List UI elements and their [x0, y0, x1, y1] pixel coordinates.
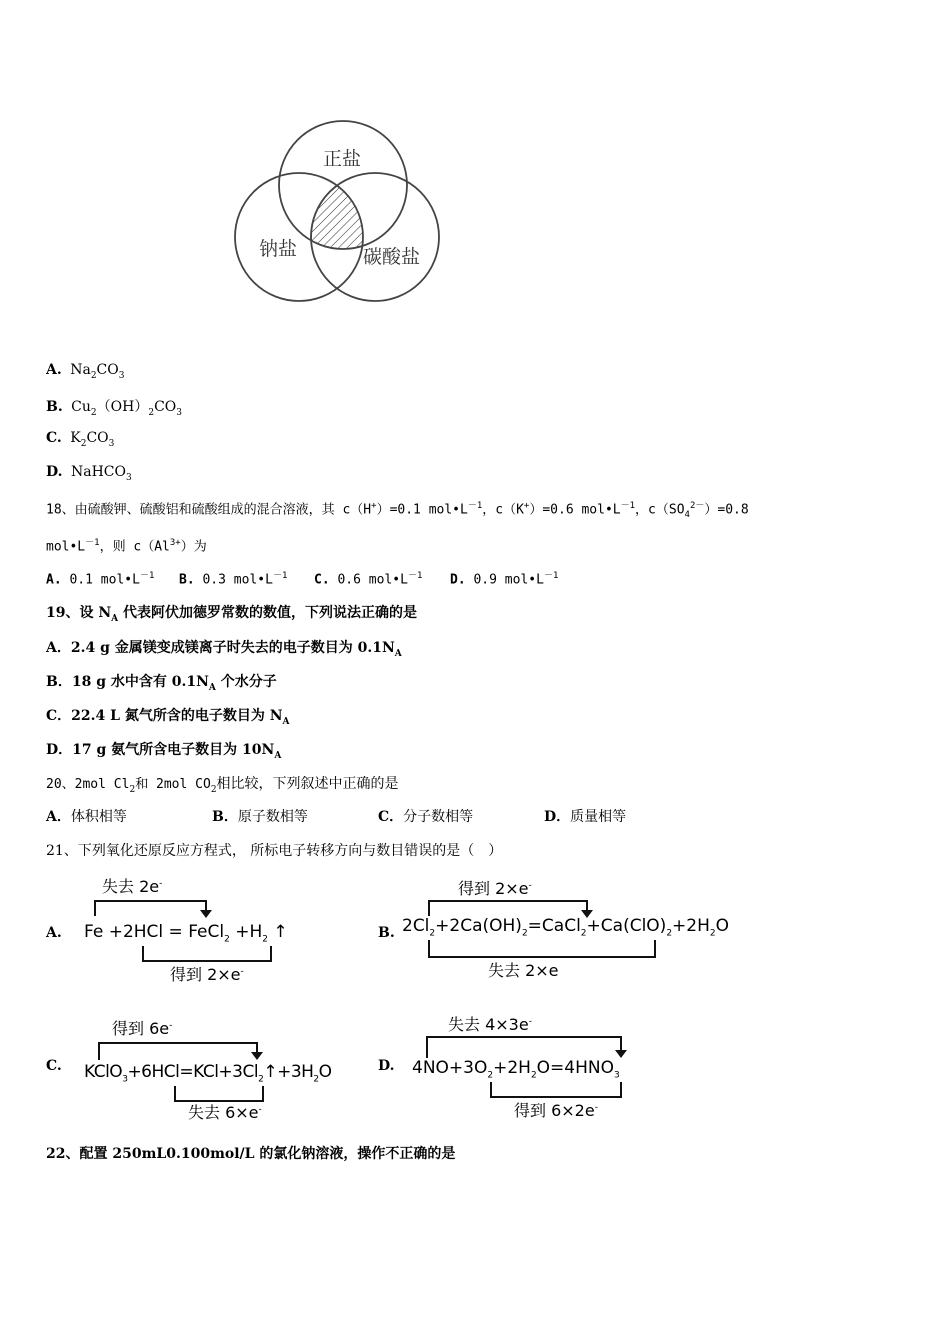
q18-stem-line2: $mol•L^{-1}$，则 $c(Al^{3+})$为 [46, 538, 207, 555]
q18-option-d[interactable]: D. 0.9 $mol•L^{-1}$ [450, 571, 559, 588]
q21-a-bottom-label: 得到 2×e- [170, 965, 244, 984]
q21-d-bottom-label: 得到 6×2e- [514, 1101, 598, 1120]
venn-left-label: 钠盐 [259, 238, 298, 260]
q21-option-b-diagram[interactable] [400, 872, 780, 987]
q21-a-top-label: 失去 2e- [102, 877, 163, 896]
venn-right-label: 碳酸盐 [363, 246, 421, 268]
q21-option-d-diagram[interactable] [400, 1008, 690, 1124]
q21-option-a-diagram[interactable] [82, 872, 332, 987]
q18-options [46, 568, 558, 587]
q19-option-b[interactable]: B．18 g 水中含有 $0.1N_A$ 个水分子 [46, 674, 277, 693]
q21-option-c-letter[interactable]: C. [46, 1058, 62, 1074]
q21-stem: 21、下列氧化还原反应方程式， 所标电子转移方向与数目错误的是（ ） [46, 843, 503, 859]
q21-a-equation: Fe +2HCl = FeCl$_2$ $+H_2$ ↑ [84, 922, 288, 945]
q21-c-equation: $KClO_3+6HCl=KCl+3Cl_2↑+3H_2O$ [84, 1062, 332, 1085]
q21-c-bottom-label: 失去 6×e- [188, 1103, 262, 1122]
q19-option-d[interactable]: D．17 g 氨气所含电子数目为 $10N_A$ [46, 742, 282, 761]
q21-d-equation: $4NO+3O_2+2H_2O=4HNO_3$ [412, 1058, 620, 1081]
q17-option-b[interactable]: B. $Cu_2(OH)_2CO_3$ [46, 399, 182, 418]
q20-option-b[interactable]: B．原子数相等 [212, 809, 308, 825]
q18-option-b[interactable]: B. 0.3 $mol•L^{-1}$ [179, 571, 288, 588]
q17-option-c[interactable]: C. $K_2CO_3$ [46, 430, 115, 449]
q21-b-equation: $2Cl_2+2Ca(OH)_2=CaCl_2+Ca(ClO)_2+2H_2O$ [402, 916, 730, 939]
q21-option-a-letter[interactable]: A. [46, 925, 62, 941]
q21-b-bottom-label: 失去 2×e [488, 961, 559, 980]
q21-option-d-letter[interactable]: D. [378, 1058, 395, 1074]
q21-b-top-label: 得到 2×e- [458, 879, 532, 898]
q17-option-d[interactable]: D. NaHCO$_3$ [46, 464, 132, 483]
q17-option-a[interactable]: A. $Na_2CO_3$ [46, 362, 125, 381]
q21-d-top-label: 失去 4×3e- [448, 1015, 532, 1034]
q20-option-d[interactable]: D．质量相等 [544, 809, 627, 825]
q21-option-b-letter[interactable]: B. [378, 925, 395, 941]
q18-stem-line1: 18、由硫酸钾、硫酸铝和硫酸组成的混合溶液，其 c（H+）=0.1 $mol•L^{-1}$，c（K+）=0.6 $mol•L^{-1}$，$c(SO_4^{2-})=0.8$ [46, 501, 749, 520]
q19-stem: 19、设 $N_A$ 代表阿伏加德罗常数的数值，下列说法正确的是 [46, 605, 418, 624]
q20-option-c[interactable]: C．分子数相等 [378, 809, 474, 825]
venn-diagram [225, 115, 445, 310]
q20-option-a[interactable]: A．体积相等 [46, 809, 127, 825]
q18-option-a[interactable]: A. 0.1 $mol•L^{-1}$ [46, 571, 155, 588]
q20-options [46, 806, 626, 826]
q21-c-top-label: 得到 6e- [112, 1019, 173, 1038]
q20-stem: 20、2mol $Cl_2$和 2mol $CO_2$相比较，下列叙述中正确的是 [46, 776, 399, 795]
q18-option-c[interactable]: C. 0.6 $mol•L^{-1}$ [314, 571, 423, 588]
q21-option-c-diagram[interactable] [82, 1012, 372, 1124]
q22-stem: 22、配置 250mL0.100mol/L 的氯化钠溶液，操作不正确的是 [46, 1146, 456, 1162]
q19-option-a[interactable]: A．2.4 g 金属镁变成镁离子时失去的电子数目为 $0.1N_A$ [46, 640, 402, 659]
venn-top-label: 正盐 [323, 148, 362, 170]
q19-option-c[interactable]: C．22.4 L 氮气所含的电子数目为 $N_A$ [46, 708, 290, 727]
